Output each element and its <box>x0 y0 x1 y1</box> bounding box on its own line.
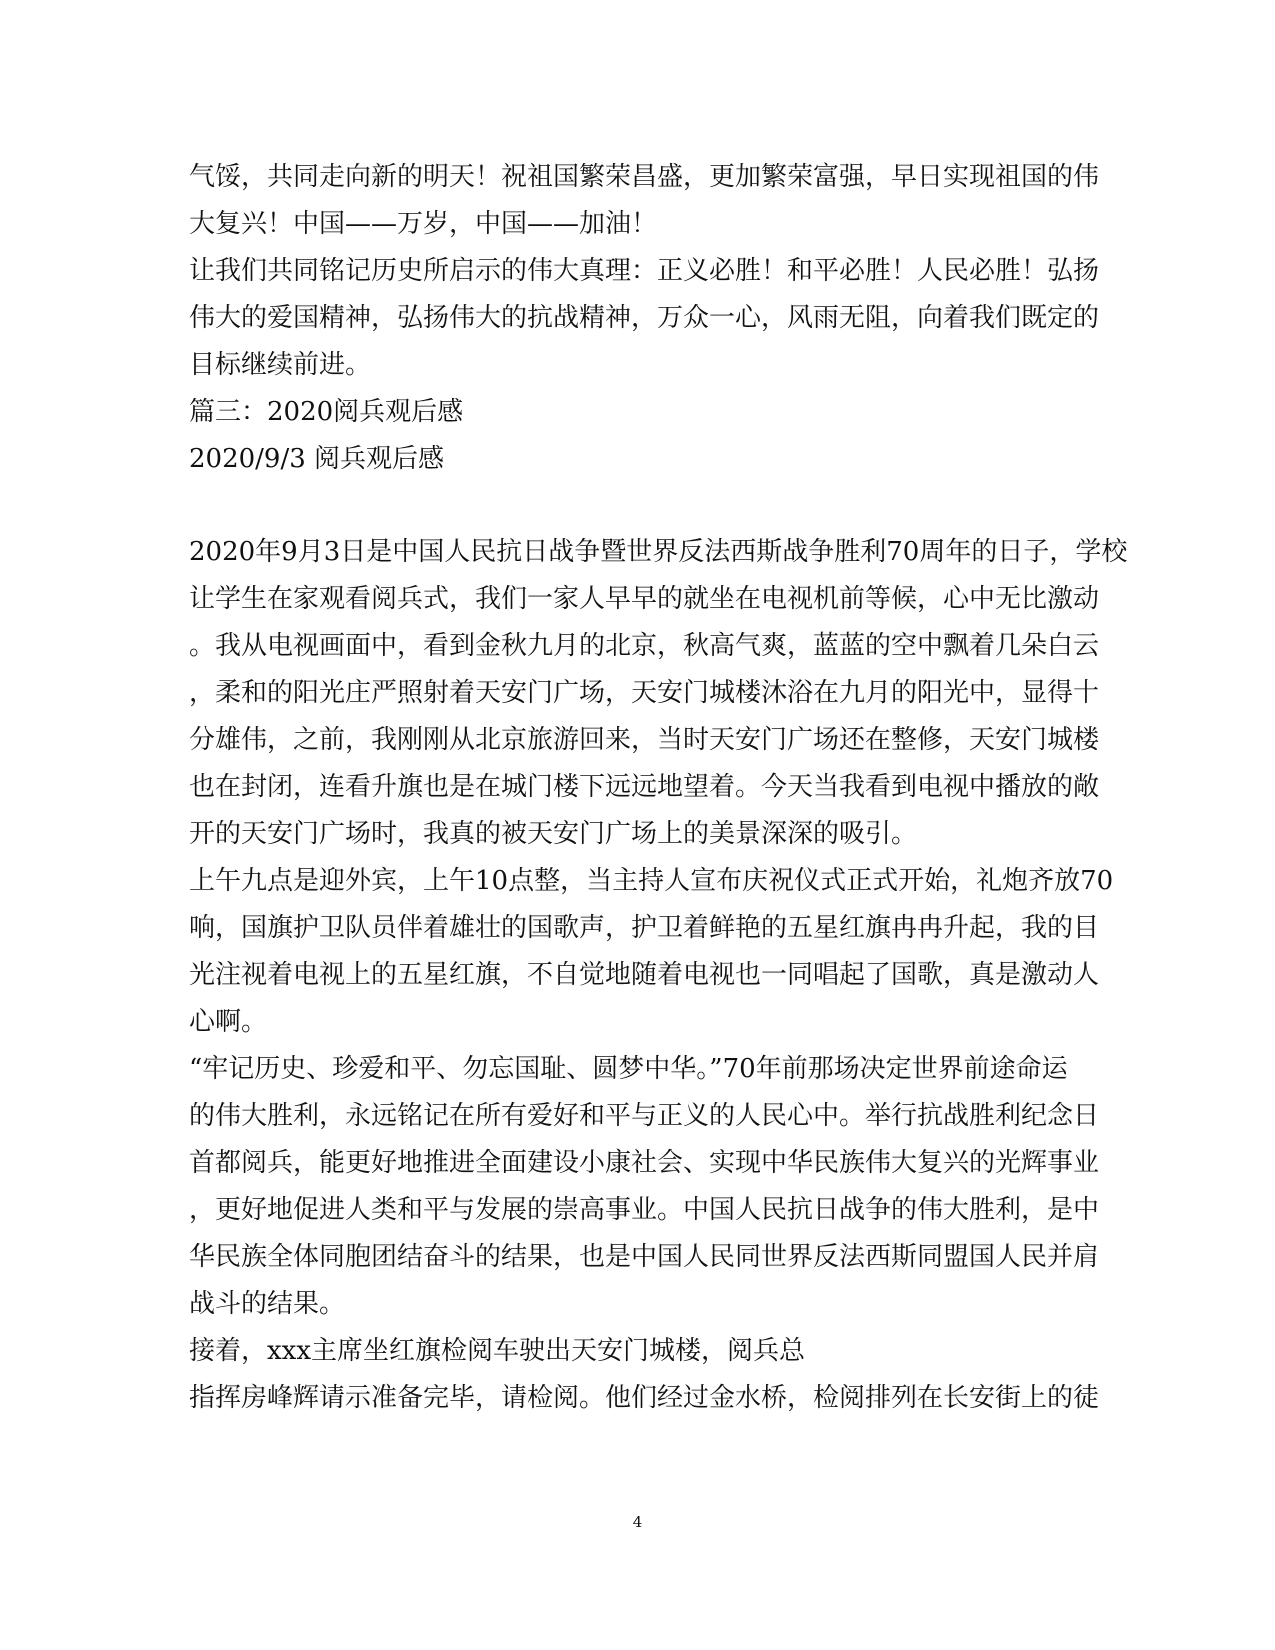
body-text-line: “牢记历史、珍爱和平、勿忘国耻、圆梦中华。”70年前那场决定世界前途命运 <box>189 1054 1068 1084</box>
body-text-line: 接着，xxx主席坐红旗检阅车驶出天安门城楼，阅兵总 <box>189 1336 805 1366</box>
body-text-line: 也在封闭，连看升旗也是在城门楼下远远地望着。今天当我看到电视中播放的敞 <box>189 772 1100 802</box>
body-text-line: 光注视着电视上的五星红旗，不自觉地随着电视也一同唱起了国歌，真是激动人 <box>189 960 1100 990</box>
body-text-line: ，柔和的阳光庄严照射着天安门广场，天安门城楼沐浴在九月的阳光中，显得十 <box>189 678 1100 708</box>
body-text-line: 让我们共同铭记历史所启示的伟大真理：正义必胜！和平必胜！人民必胜！弘扬 <box>189 256 1100 286</box>
body-text-line: 让学生在家观看阅兵式，我们一家人早早的就坐在电视机前等候，心中无比激动 <box>189 584 1100 614</box>
body-text-line: ，更好地促进人类和平与发展的崇高事业。中国人民抗日战争的伟大胜利，是中 <box>189 1195 1100 1225</box>
body-text-line: 分雄伟，之前，我刚刚从北京旅游回来，当时天安门广场还在整修，天安门城楼 <box>189 725 1100 755</box>
body-text-line: 目标继续前进。 <box>189 350 372 380</box>
body-text-line: 华民族全体同胞团结奋斗的结果，也是中国人民同世界反法西斯同盟国人民并肩 <box>189 1242 1100 1272</box>
body-text-line: 。我从电视画面中，看到金秋九月的北京，秋高气爽，蓝蓝的空中飘着几朵白云 <box>189 631 1100 661</box>
body-text-line: 伟大的爱国精神，弘扬伟大的抗战精神，万众一心，风雨无阻，向着我们既定的 <box>189 303 1100 333</box>
body-text-line: 首都阅兵，能更好地推进全面建设小康社会、实现中华民族伟大复兴的光辉事业 <box>189 1148 1100 1178</box>
section-subheading: 2020/9/3 阅兵观后感 <box>189 444 445 474</box>
body-text-line: 响，国旗护卫队员伴着雄壮的国歌声，护卫着鲜艳的五星红旗冉冉升起，我的目 <box>189 913 1100 943</box>
section-heading: 篇三：2020阅兵观后感 <box>189 397 464 427</box>
body-text-line: 指挥房峰辉请示准备完毕，请检阅。他们经过金水桥，检阅排列在长安街上的徒 <box>189 1383 1100 1413</box>
page-number: 4 <box>632 1513 643 1531</box>
body-text-line: 开的天安门广场时，我真的被天安门广场上的美景深深的吸引。 <box>189 819 918 849</box>
body-text-line: 战斗的结果。 <box>189 1289 346 1319</box>
body-text-line: 2020年9月3日是中国人民抗日战争暨世界反法西斯战争胜利70周年的日子，学校 <box>189 537 1128 567</box>
body-text-line: 大复兴！中国——万岁，中国——加油！ <box>189 209 658 239</box>
body-text-line: 的伟大胜利，永远铭记在所有爱好和平与正义的人民心中。举行抗战胜利纪念日 <box>189 1101 1100 1131</box>
body-text-line: 上午九点是迎外宾，上午10点整，当主持人宣布庆祝仪式正式开始，礼炮齐放70 <box>189 866 1114 896</box>
body-text-line: 心啊。 <box>189 1007 268 1037</box>
body-text-line: 气馁，共同走向新的明天！祝祖国繁荣昌盛，更加繁荣富强，早日实现祖国的伟 <box>189 162 1100 192</box>
